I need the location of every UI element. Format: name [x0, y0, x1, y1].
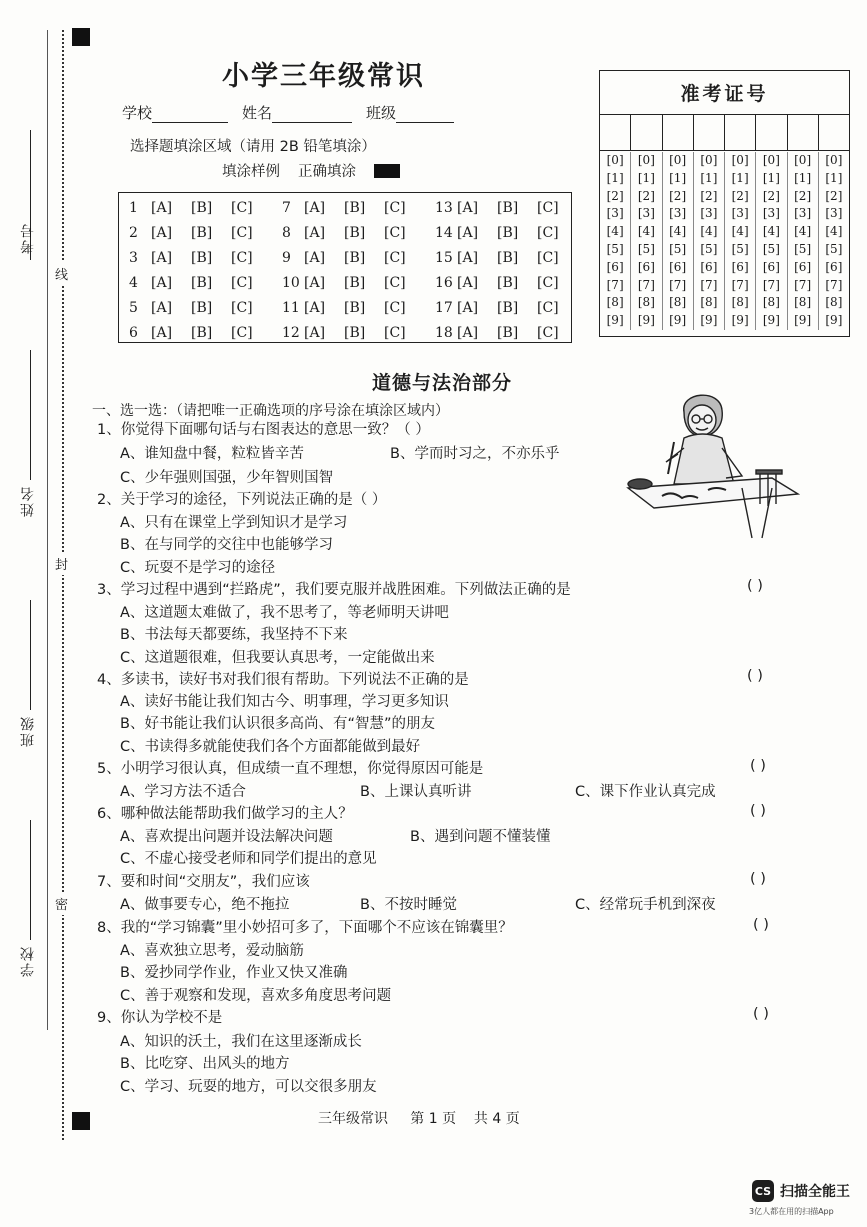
exam-digit-bubble[interactable]: [5]: [762, 241, 780, 256]
exam-number-digit-columns: [600, 152, 849, 330]
exam-digit-bubble[interactable]: [8]: [700, 295, 718, 310]
margin-label-school: 学校: [20, 945, 36, 977]
exam-digit-column: [725, 152, 756, 330]
exam-digit-bubble[interactable]: [4]: [606, 224, 624, 239]
margin-blank-name: [30, 350, 31, 480]
bubble-group: [435, 275, 588, 291]
exam-number-write-cells[interactable]: [600, 114, 849, 151]
fill-example: [222, 160, 400, 181]
bubble-group: [282, 200, 435, 216]
exam-digit-bubble[interactable]: [6]: [606, 259, 624, 274]
bubble-group: [129, 200, 282, 216]
bubble-group: [129, 300, 282, 316]
bubble-b[interactable]: [B]: [497, 325, 519, 341]
answer-bubble-grid: [118, 192, 572, 343]
bubble-b[interactable]: [B]: [497, 275, 519, 291]
exam-digit-bubble[interactable]: [6]: [731, 259, 749, 274]
exam-digit-bubble[interactable]: [0]: [700, 153, 718, 167]
exam-digit-bubble[interactable]: [7]: [669, 277, 687, 292]
cut-word-seal: 封: [55, 552, 68, 575]
exam-digit-bubble[interactable]: [0]: [606, 153, 624, 167]
exam-digit-column: [631, 152, 662, 330]
bubble-b[interactable]: [B]: [191, 325, 213, 341]
exam-digit-bubble[interactable]: [2]: [825, 188, 843, 203]
exam-digit-bubble[interactable]: [4]: [669, 224, 687, 239]
option-c: C、这道题很难，但我要认真思考，一定能做出来: [120, 650, 435, 666]
exam-digit-bubble[interactable]: [6]: [794, 259, 812, 274]
exam-digit-bubble[interactable]: [7]: [825, 277, 843, 292]
exam-number-box: [599, 70, 850, 337]
margin-label-kaohao: 考号: [20, 222, 36, 254]
bubble-c[interactable]: [C]: [231, 275, 253, 291]
binding-line: [47, 30, 48, 1030]
exam-digit-bubble[interactable]: [7]: [762, 277, 780, 292]
exam-digit-column: [756, 152, 787, 330]
exam-digit-bubble[interactable]: [2]: [637, 188, 655, 203]
page-title: 小学三年级常识: [222, 61, 425, 92]
scanner-app-tagline: 3亿人都在用的扫描App: [749, 1207, 834, 1216]
question-number: 10: [282, 275, 300, 291]
class-field[interactable]: 班级: [366, 102, 454, 123]
bubble-c[interactable]: [C]: [231, 300, 253, 316]
section-title: 道德与法治部分: [372, 372, 513, 394]
exam-digit-bubble[interactable]: [4]: [762, 224, 780, 239]
question-number: 9: [282, 250, 291, 266]
option-b: B、好书能让我们认识很多高尚、有“智慧”的朋友: [120, 716, 435, 732]
bubble-c[interactable]: [C]: [231, 200, 253, 216]
exam-digit-bubble[interactable]: [9]: [637, 313, 655, 328]
exam-digit-bubble[interactable]: [6]: [669, 259, 687, 274]
exam-digit-bubble[interactable]: [9]: [762, 313, 780, 328]
school-field[interactable]: 学校: [122, 102, 228, 123]
option-a: A、读好书能让我们知古今、明事理，学习更多知识: [120, 694, 449, 710]
bubble-c[interactable]: [C]: [384, 300, 406, 316]
option-a: A、喜欢独立思考，爱动脑筋: [120, 943, 304, 959]
bubble-b[interactable]: [B]: [344, 275, 366, 291]
bubble-group: [282, 275, 435, 291]
exam-digit-bubble[interactable]: [1]: [700, 170, 718, 185]
exam-digit-bubble[interactable]: [8]: [825, 295, 843, 310]
bubble-b[interactable]: [B]: [191, 300, 213, 316]
bubble-a[interactable]: [A]: [304, 250, 326, 266]
question-number: 14: [435, 225, 453, 241]
exam-digit-bubble[interactable]: [3]: [825, 206, 843, 221]
bubble-a[interactable]: [A]: [151, 250, 173, 266]
bubble-c[interactable]: [C]: [537, 275, 559, 291]
bubble-a[interactable]: [A]: [151, 275, 173, 291]
bubble-a[interactable]: [A]: [151, 200, 173, 216]
option-c: C、书读得多就能使我们各个方面都能做到最好: [120, 739, 421, 755]
margin-label-name: 姓名: [20, 485, 36, 517]
bubble-group: [282, 300, 435, 316]
exam-number-title: 准考证号: [600, 71, 849, 115]
exam-digit-bubble[interactable]: [4]: [700, 224, 718, 239]
exam-digit-bubble[interactable]: [3]: [606, 206, 624, 221]
exam-digit-bubble[interactable]: [7]: [731, 277, 749, 292]
option-a: A、知识的沃土，我们在这里逐渐成长: [120, 1034, 362, 1050]
bubble-c[interactable]: [C]: [384, 250, 406, 266]
question-number: 18: [435, 325, 453, 341]
bubble-b[interactable]: [B]: [191, 275, 213, 291]
bubble-a[interactable]: [A]: [304, 200, 326, 216]
exam-digit-bubble[interactable]: [5]: [606, 241, 624, 256]
bubble-a[interactable]: [A]: [151, 300, 173, 316]
answer-paren[interactable]: ( ): [747, 668, 763, 684]
bubble-a[interactable]: [A]: [151, 325, 173, 341]
bubble-c[interactable]: [C]: [231, 250, 253, 266]
bubble-row: [129, 275, 588, 291]
option-a: A、做事要专心，绝不拖拉: [120, 897, 290, 913]
exam-digit-bubble[interactable]: [6]: [637, 259, 655, 274]
question-number: 3: [129, 250, 138, 266]
exam-digit-column: [600, 152, 631, 330]
exam-digit-bubble[interactable]: [2]: [606, 188, 624, 203]
registration-mark-top: [72, 28, 90, 46]
fill-correct-label: 正确填涂: [298, 164, 356, 180]
bubble-c[interactable]: [C]: [537, 200, 559, 216]
bubble-b[interactable]: [B]: [497, 300, 519, 316]
bubble-b[interactable]: [B]: [497, 225, 519, 241]
exam-digit-bubble[interactable]: [8]: [606, 295, 624, 310]
bubble-a[interactable]: [A]: [304, 225, 326, 241]
bubble-b[interactable]: [B]: [344, 300, 366, 316]
exam-digit-bubble[interactable]: [7]: [637, 277, 655, 292]
option-b: B、遇到问题不懂装懂: [410, 829, 551, 845]
option-a: A、只有在课堂上学到知识才是学习: [120, 515, 348, 531]
exam-digit-bubble[interactable]: [3]: [700, 206, 718, 221]
exam-digit-bubble[interactable]: [4]: [637, 224, 655, 239]
question-number: 16: [435, 275, 453, 291]
bubble-b[interactable]: [B]: [344, 250, 366, 266]
question-number: 1: [129, 200, 138, 216]
bubble-c[interactable]: [C]: [231, 325, 253, 341]
bubble-group: [129, 225, 282, 241]
option-c: C、课下作业认真完成: [575, 784, 716, 800]
exam-digit-column: [694, 152, 725, 330]
footer-total: 共 4 页: [473, 1111, 520, 1127]
bubble-b[interactable]: [B]: [497, 200, 519, 216]
bubble-group: [282, 250, 435, 266]
exam-digit-bubble[interactable]: [2]: [669, 188, 687, 203]
exam-digit-bubble[interactable]: [6]: [825, 259, 843, 274]
student-info-row: [122, 102, 454, 123]
cut-word-line: 线: [55, 262, 68, 285]
exam-digit-bubble[interactable]: [5]: [794, 241, 812, 256]
scanner-watermark: [752, 1180, 850, 1202]
answer-paren[interactable]: ( ): [750, 803, 766, 819]
bubble-group: [129, 275, 282, 291]
exam-digit-bubble[interactable]: [8]: [669, 295, 687, 310]
option-a: A、这道题太难做了，我不思考了，等老师明天讲吧: [120, 605, 449, 621]
exam-digit-bubble[interactable]: [9]: [700, 313, 718, 328]
question-stem: 5、小明学习很认真，但成绩一直不理想，你觉得原因可能是: [97, 761, 484, 777]
option-c: C、玩耍不是学习的途径: [120, 560, 276, 576]
filled-bubble-sample: [374, 164, 400, 178]
section-instruction: 一、选一选：（请把唯一正确选项的序号涂在填涂区域内）: [92, 403, 449, 419]
question-number: 5: [129, 300, 138, 316]
bubble-c[interactable]: [C]: [231, 225, 253, 241]
answer-paren[interactable]: ( ): [747, 578, 763, 594]
bubble-a[interactable]: [A]: [457, 250, 479, 266]
exam-digit-bubble[interactable]: [3]: [731, 206, 749, 221]
option-b: B、爱抄同学作业，作业又快又准确: [120, 965, 348, 981]
calligraphy-teacher-illustration: [622, 392, 800, 542]
bubble-group: [435, 250, 588, 266]
exam-digit-bubble[interactable]: [1]: [825, 170, 843, 185]
exam-digit-bubble[interactable]: [3]: [669, 206, 687, 221]
bubble-c[interactable]: [C]: [384, 200, 406, 216]
cut-line: [62, 30, 64, 1140]
question-number: 13: [435, 200, 453, 216]
bubble-a[interactable]: [A]: [457, 275, 479, 291]
exam-digit-bubble[interactable]: [8]: [794, 295, 812, 310]
bubble-row: [129, 250, 588, 266]
exam-digit-column: [663, 152, 694, 330]
option-a: A、谁知盘中餐，粒粒皆辛苦: [120, 446, 304, 462]
bubble-a[interactable]: [A]: [457, 300, 479, 316]
bubble-c[interactable]: [C]: [537, 250, 559, 266]
question-stem: 1、你觉得下面哪句话与右图表达的意思一致？（ ）: [97, 422, 430, 438]
option-c: C、善于观察和发现，喜欢多角度思考问题: [120, 988, 392, 1004]
bubble-row: [129, 225, 588, 241]
exam-digit-bubble[interactable]: [1]: [637, 170, 655, 185]
exam-digit-bubble[interactable]: [2]: [794, 188, 812, 203]
exam-digit-bubble[interactable]: [7]: [700, 277, 718, 292]
exam-digit-bubble[interactable]: [9]: [669, 313, 687, 328]
option-c: C、学习、玩耍的地方，可以交很多朋友: [120, 1079, 377, 1095]
bubble-group: [282, 225, 435, 241]
answer-paren[interactable]: ( ): [753, 917, 769, 933]
bubble-a[interactable]: [A]: [304, 300, 326, 316]
exam-digit-bubble[interactable]: [7]: [794, 277, 812, 292]
exam-digit-bubble[interactable]: [0]: [762, 153, 780, 167]
question-number: 8: [282, 225, 291, 241]
exam-digit-bubble[interactable]: [0]: [669, 153, 687, 167]
bubble-a[interactable]: [A]: [304, 325, 326, 341]
scanner-app-name: 扫描全能王: [780, 1184, 850, 1200]
option-c: C、少年强则国强，少年智则国智: [120, 470, 334, 486]
bubble-b[interactable]: [B]: [191, 200, 213, 216]
exam-digit-bubble[interactable]: [6]: [762, 259, 780, 274]
exam-digit-bubble[interactable]: [0]: [825, 153, 843, 167]
exam-digit-bubble[interactable]: [5]: [825, 241, 843, 256]
exam-digit-bubble[interactable]: [0]: [731, 153, 749, 167]
camscanner-logo-icon: CS: [752, 1180, 774, 1202]
exam-digit-bubble[interactable]: [2]: [762, 188, 780, 203]
exam-digit-bubble[interactable]: [9]: [825, 313, 843, 328]
exam-digit-bubble[interactable]: [9]: [794, 313, 812, 328]
option-a: A、喜欢提出问题并设法解决问题: [120, 829, 333, 845]
option-b: B、书法每天都要练，我坚持不下来: [120, 627, 348, 643]
question-number: 4: [129, 275, 138, 291]
answer-paren[interactable]: ( ): [750, 871, 766, 887]
bubble-c[interactable]: [C]: [384, 325, 406, 341]
footer-page: 第 1 页: [410, 1111, 457, 1127]
question-number: 11: [282, 300, 300, 316]
answer-paren[interactable]: ( ): [753, 1006, 769, 1022]
option-b: B、在与同学的交往中也能够学习: [120, 537, 333, 553]
exam-digit-bubble[interactable]: [8]: [637, 295, 655, 310]
bubble-group: [435, 300, 588, 316]
bubble-group: [282, 325, 435, 341]
bubble-row: [129, 200, 588, 216]
exam-digit-column: [819, 152, 849, 330]
bubble-group: [435, 200, 588, 216]
margin-blank-school: [30, 820, 31, 940]
question-number: 17: [435, 300, 453, 316]
exam-digit-bubble[interactable]: [9]: [606, 313, 624, 328]
bubble-b[interactable]: [B]: [191, 225, 213, 241]
bubble-group: [129, 325, 282, 341]
bubble-c[interactable]: [C]: [537, 325, 559, 341]
exam-digit-bubble[interactable]: [2]: [731, 188, 749, 203]
option-c: C、经常玩手机到深夜: [575, 897, 716, 913]
bubble-a[interactable]: [A]: [457, 225, 479, 241]
bubble-c[interactable]: [C]: [537, 225, 559, 241]
exam-digit-bubble[interactable]: [6]: [700, 259, 718, 274]
bubble-b[interactable]: [B]: [344, 225, 366, 241]
question-stem: 9、你认为学校不是: [97, 1010, 223, 1026]
exam-digit-bubble[interactable]: [5]: [669, 241, 687, 256]
exam-digit-bubble[interactable]: [4]: [731, 224, 749, 239]
bubble-b[interactable]: [B]: [344, 200, 366, 216]
registration-mark-bottom: [72, 1112, 90, 1130]
exam-digit-bubble[interactable]: [5]: [637, 241, 655, 256]
exam-digit-bubble[interactable]: [0]: [637, 153, 655, 167]
exam-digit-bubble[interactable]: [1]: [669, 170, 687, 185]
question-stem: 2、关于学习的途径，下列说法正确的是（ ）: [97, 492, 387, 508]
bubble-row: [129, 325, 588, 341]
fill-area-heading: 选择题填涂区域（请用 2B 铅笔填涂）: [130, 139, 376, 155]
exam-digit-bubble[interactable]: [1]: [731, 170, 749, 185]
option-b: B、上课认真听讲: [360, 784, 472, 800]
exam-digit-bubble[interactable]: [5]: [700, 241, 718, 256]
bubble-group: [435, 325, 588, 341]
answer-paren[interactable]: ( ): [750, 758, 766, 774]
exam-digit-bubble[interactable]: [3]: [637, 206, 655, 221]
exam-digit-bubble[interactable]: [5]: [731, 241, 749, 256]
exam-digit-bubble[interactable]: [8]: [731, 295, 749, 310]
bubble-group: [435, 225, 588, 241]
bubble-c[interactable]: [C]: [384, 275, 406, 291]
margin-label-class: 班级: [20, 715, 36, 747]
bubble-group: [129, 250, 282, 266]
bubble-b[interactable]: [B]: [497, 250, 519, 266]
question-number: 6: [129, 325, 138, 341]
exam-digit-bubble[interactable]: [4]: [794, 224, 812, 239]
exam-digit-bubble[interactable]: [1]: [762, 170, 780, 185]
fill-example-label: 填涂样例: [222, 164, 280, 180]
page-footer: [318, 1108, 520, 1128]
bubble-a[interactable]: [A]: [151, 225, 173, 241]
margin-blank-class: [30, 600, 31, 710]
exam-digit-bubble[interactable]: [4]: [825, 224, 843, 239]
bubble-c[interactable]: [C]: [537, 300, 559, 316]
exam-digit-bubble[interactable]: [1]: [606, 170, 624, 185]
exam-digit-bubble[interactable]: [1]: [794, 170, 812, 185]
exam-digit-bubble[interactable]: [0]: [794, 153, 812, 167]
bubble-b[interactable]: [B]: [344, 325, 366, 341]
question-number: 7: [282, 200, 291, 216]
exam-digit-bubble[interactable]: [2]: [700, 188, 718, 203]
question-stem: 6、哪种做法能帮助我们做学习的主人？: [97, 806, 353, 822]
question-stem: 8、我的“学习锦囊”里小妙招可多了，下面哪个不应该在锦囊里？: [97, 920, 513, 936]
bubble-a[interactable]: [A]: [457, 200, 479, 216]
bubble-a[interactable]: [A]: [304, 275, 326, 291]
exam-digit-bubble[interactable]: [3]: [762, 206, 780, 221]
option-b: B、学而时习之，不亦乐乎: [390, 446, 560, 462]
question-stem: 4、多读书，读好书对我们很有帮助。下列说法不正确的是: [97, 672, 469, 688]
name-field[interactable]: 姓名: [242, 102, 352, 123]
footer-subject: 三年级常识: [318, 1111, 388, 1127]
question-stem: 7、要和时间“交朋友”，我们应该: [97, 874, 310, 890]
exam-digit-bubble[interactable]: [9]: [731, 313, 749, 328]
option-b: B、不按时睡觉: [360, 897, 457, 913]
exam-digit-bubble[interactable]: [3]: [794, 206, 812, 221]
option-c: C、不虚心接受老师和同学们提出的意见: [120, 851, 377, 867]
question-number: 2: [129, 225, 138, 241]
exam-digit-bubble[interactable]: [7]: [606, 277, 624, 292]
option-b: B、比吃穿、出风头的地方: [120, 1056, 290, 1072]
bubble-c[interactable]: [C]: [384, 225, 406, 241]
bubble-a[interactable]: [A]: [457, 325, 479, 341]
cut-word-secret: 密: [55, 892, 68, 915]
bubble-b[interactable]: [B]: [191, 250, 213, 266]
question-number: 15: [435, 250, 453, 266]
question-number: 12: [282, 325, 300, 341]
bubble-row: [129, 300, 588, 316]
option-a: A、学习方法不适合: [120, 784, 246, 800]
question-stem: 3、学习过程中遇到“拦路虎”，我们要克服并战胜困难。下列做法正确的是: [97, 582, 571, 598]
exam-digit-bubble[interactable]: [8]: [762, 295, 780, 310]
exam-digit-column: [788, 152, 819, 330]
